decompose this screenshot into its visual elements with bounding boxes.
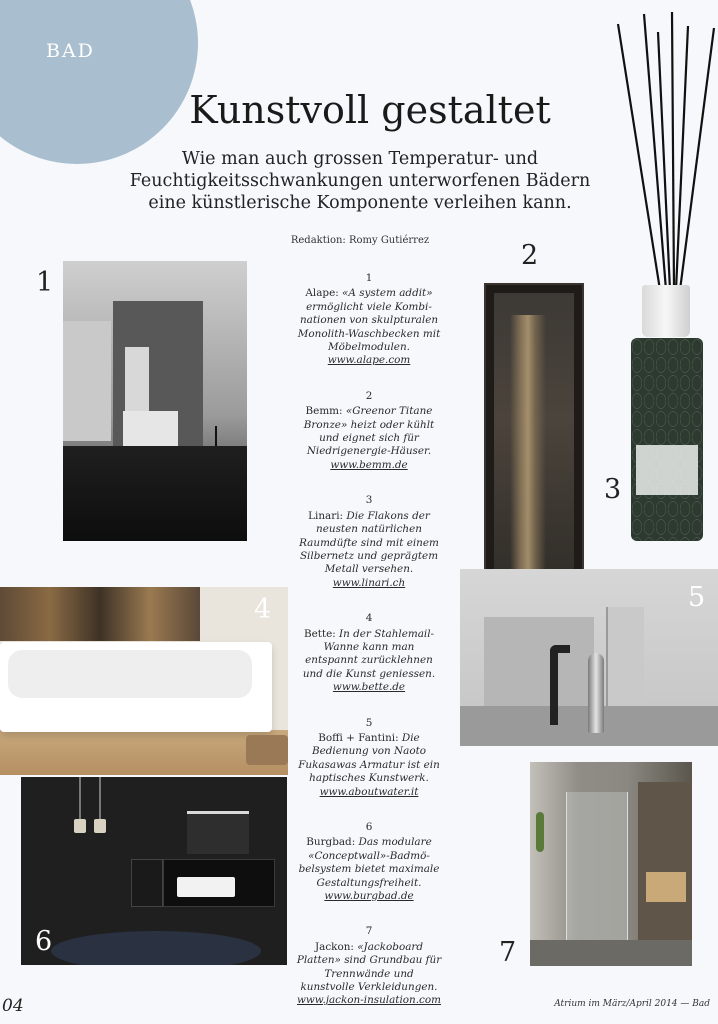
caption <box>296 925 442 1007</box>
caption-text: «Jackoboard Platten» sind Grundbau für Trennwände und kunstvolle Verkleidungen. <box>296 940 442 994</box>
caption-text: Die Flakons der neusten natürlichen Raumdüfte sind mit einem Silbernetz und geprägtem Metall versehen. <box>299 509 439 576</box>
photo-shower-glass <box>566 792 628 962</box>
diffuser-label <box>636 445 698 495</box>
photo-floor <box>0 730 288 775</box>
photo-faucet-chrome <box>588 653 604 733</box>
photo-lamp-cord <box>99 777 101 821</box>
photo-wall-art <box>0 587 200 641</box>
caption-number: 6 <box>365 821 373 833</box>
caption <box>296 821 442 903</box>
photo-mirror <box>187 811 249 854</box>
diffuser-cap <box>642 285 690 337</box>
subtitle-line: Feuchtigkeitsschwankungen unterworfenen Bädern <box>129 171 591 191</box>
photo-lamp-cord <box>79 777 81 821</box>
caption-link[interactable]: www.burgbad.de <box>324 890 414 903</box>
caption <box>296 612 442 694</box>
captions-column <box>296 272 442 1024</box>
photo-faucet-black <box>550 645 570 725</box>
radiator-pattern <box>510 315 546 575</box>
photo-number: 3 <box>604 474 622 505</box>
photo-lamp <box>94 819 106 833</box>
photo-floor <box>530 940 692 966</box>
photo-shelf <box>131 859 163 907</box>
photo-bette-bathtub <box>0 587 288 775</box>
caption-link[interactable]: www.bette.de <box>332 681 406 694</box>
caption-link[interactable]: www.bemm.de <box>330 458 408 471</box>
caption-text: «A system addit» ermöglicht viele Kombinationen von skulpturalen Monolith-Waschbecken mit Möbelmodulen. <box>297 287 441 354</box>
editor-credit: Redaktion: Romy Gutiérrez <box>290 235 430 246</box>
photo-sink <box>177 877 235 897</box>
photo-number: 2 <box>521 240 539 271</box>
caption-link[interactable]: www.linari.ch <box>332 576 406 589</box>
photo-jackon-shower <box>530 762 692 966</box>
photo-number: 6 <box>35 926 53 957</box>
section-label: BAD <box>46 40 95 62</box>
photo-niche <box>646 872 686 902</box>
caption-number: 5 <box>365 716 373 729</box>
caption-text: Die Bedienung von Naoto Fukasawas Armatur ist ein haptisches Kunstwerk. <box>298 731 440 785</box>
caption-number: 3 <box>365 494 373 507</box>
article-title: Kunstvoll gestaltet <box>189 88 551 132</box>
caption-brand: Alape: <box>305 287 343 300</box>
photo-window <box>63 321 111 441</box>
caption <box>296 390 442 472</box>
photo-boffi-faucet <box>460 569 718 746</box>
photo-mirror <box>125 347 149 417</box>
photo-panel <box>606 607 644 719</box>
section-circle <box>0 0 198 164</box>
photo-number: 5 <box>688 582 706 613</box>
caption-brand: Boffi + Fantini: <box>318 731 402 744</box>
caption-brand: Bemm: <box>305 405 346 418</box>
caption-number: 7 <box>365 925 373 938</box>
caption-brand: Burgbad: <box>306 836 359 849</box>
diffuser-sticks <box>614 8 718 298</box>
photo-number: 4 <box>254 594 272 625</box>
photo-alape-washbasin <box>63 261 247 541</box>
page-number: 04 <box>2 996 24 1016</box>
caption-link[interactable]: www.jackon-insulation.com <box>297 994 441 1007</box>
photo-plant <box>536 812 544 852</box>
caption-brand: Jackon: <box>314 940 358 953</box>
caption-number: 1 <box>365 272 373 284</box>
photo-towel <box>246 735 288 765</box>
photo-rug <box>51 931 261 965</box>
caption <box>296 717 442 799</box>
photo-tub <box>0 642 272 732</box>
caption <box>296 272 442 368</box>
issue-info: Atrium im März/April 2014 — Bad <box>554 999 710 1009</box>
caption-link[interactable]: www.aboutwater.it <box>319 785 419 798</box>
photo-tub-basin <box>8 650 252 698</box>
photo-number: 1 <box>36 267 54 298</box>
caption-text: «Greenor Titane Bronze» heizt oder kühlt und eignet sich für Niedrigenergie-Häuser. <box>303 405 435 458</box>
photo-number: 7 <box>499 937 517 968</box>
photo-burgbad-furniture <box>21 777 287 965</box>
subtitle-line: Wie man auch grossen Temperatur- und <box>181 149 539 169</box>
photo-linari-diffuser <box>631 338 703 541</box>
caption-brand: Linari: <box>308 509 347 522</box>
article-subtitle <box>110 148 610 214</box>
caption-text: In der Stahlemail-Wanne kann man entspannt zurücklehnen und die Kunst geniessen. <box>302 627 436 680</box>
subtitle-line: eine künstlerische Komponente verleihen kann. <box>148 193 572 213</box>
caption-number: 2 <box>365 389 373 402</box>
photo-lamp <box>74 819 86 833</box>
caption-number: 4 <box>365 612 373 625</box>
caption <box>296 494 442 590</box>
caption-text: Das modulare «Conceptwall»-Badmöbelsystem bietet maximale Gestaltungsfreiheit. <box>298 836 440 889</box>
caption-link[interactable]: www.alape.com <box>327 354 411 367</box>
caption-brand: Bette: <box>303 627 340 640</box>
photo-floor <box>63 446 247 541</box>
